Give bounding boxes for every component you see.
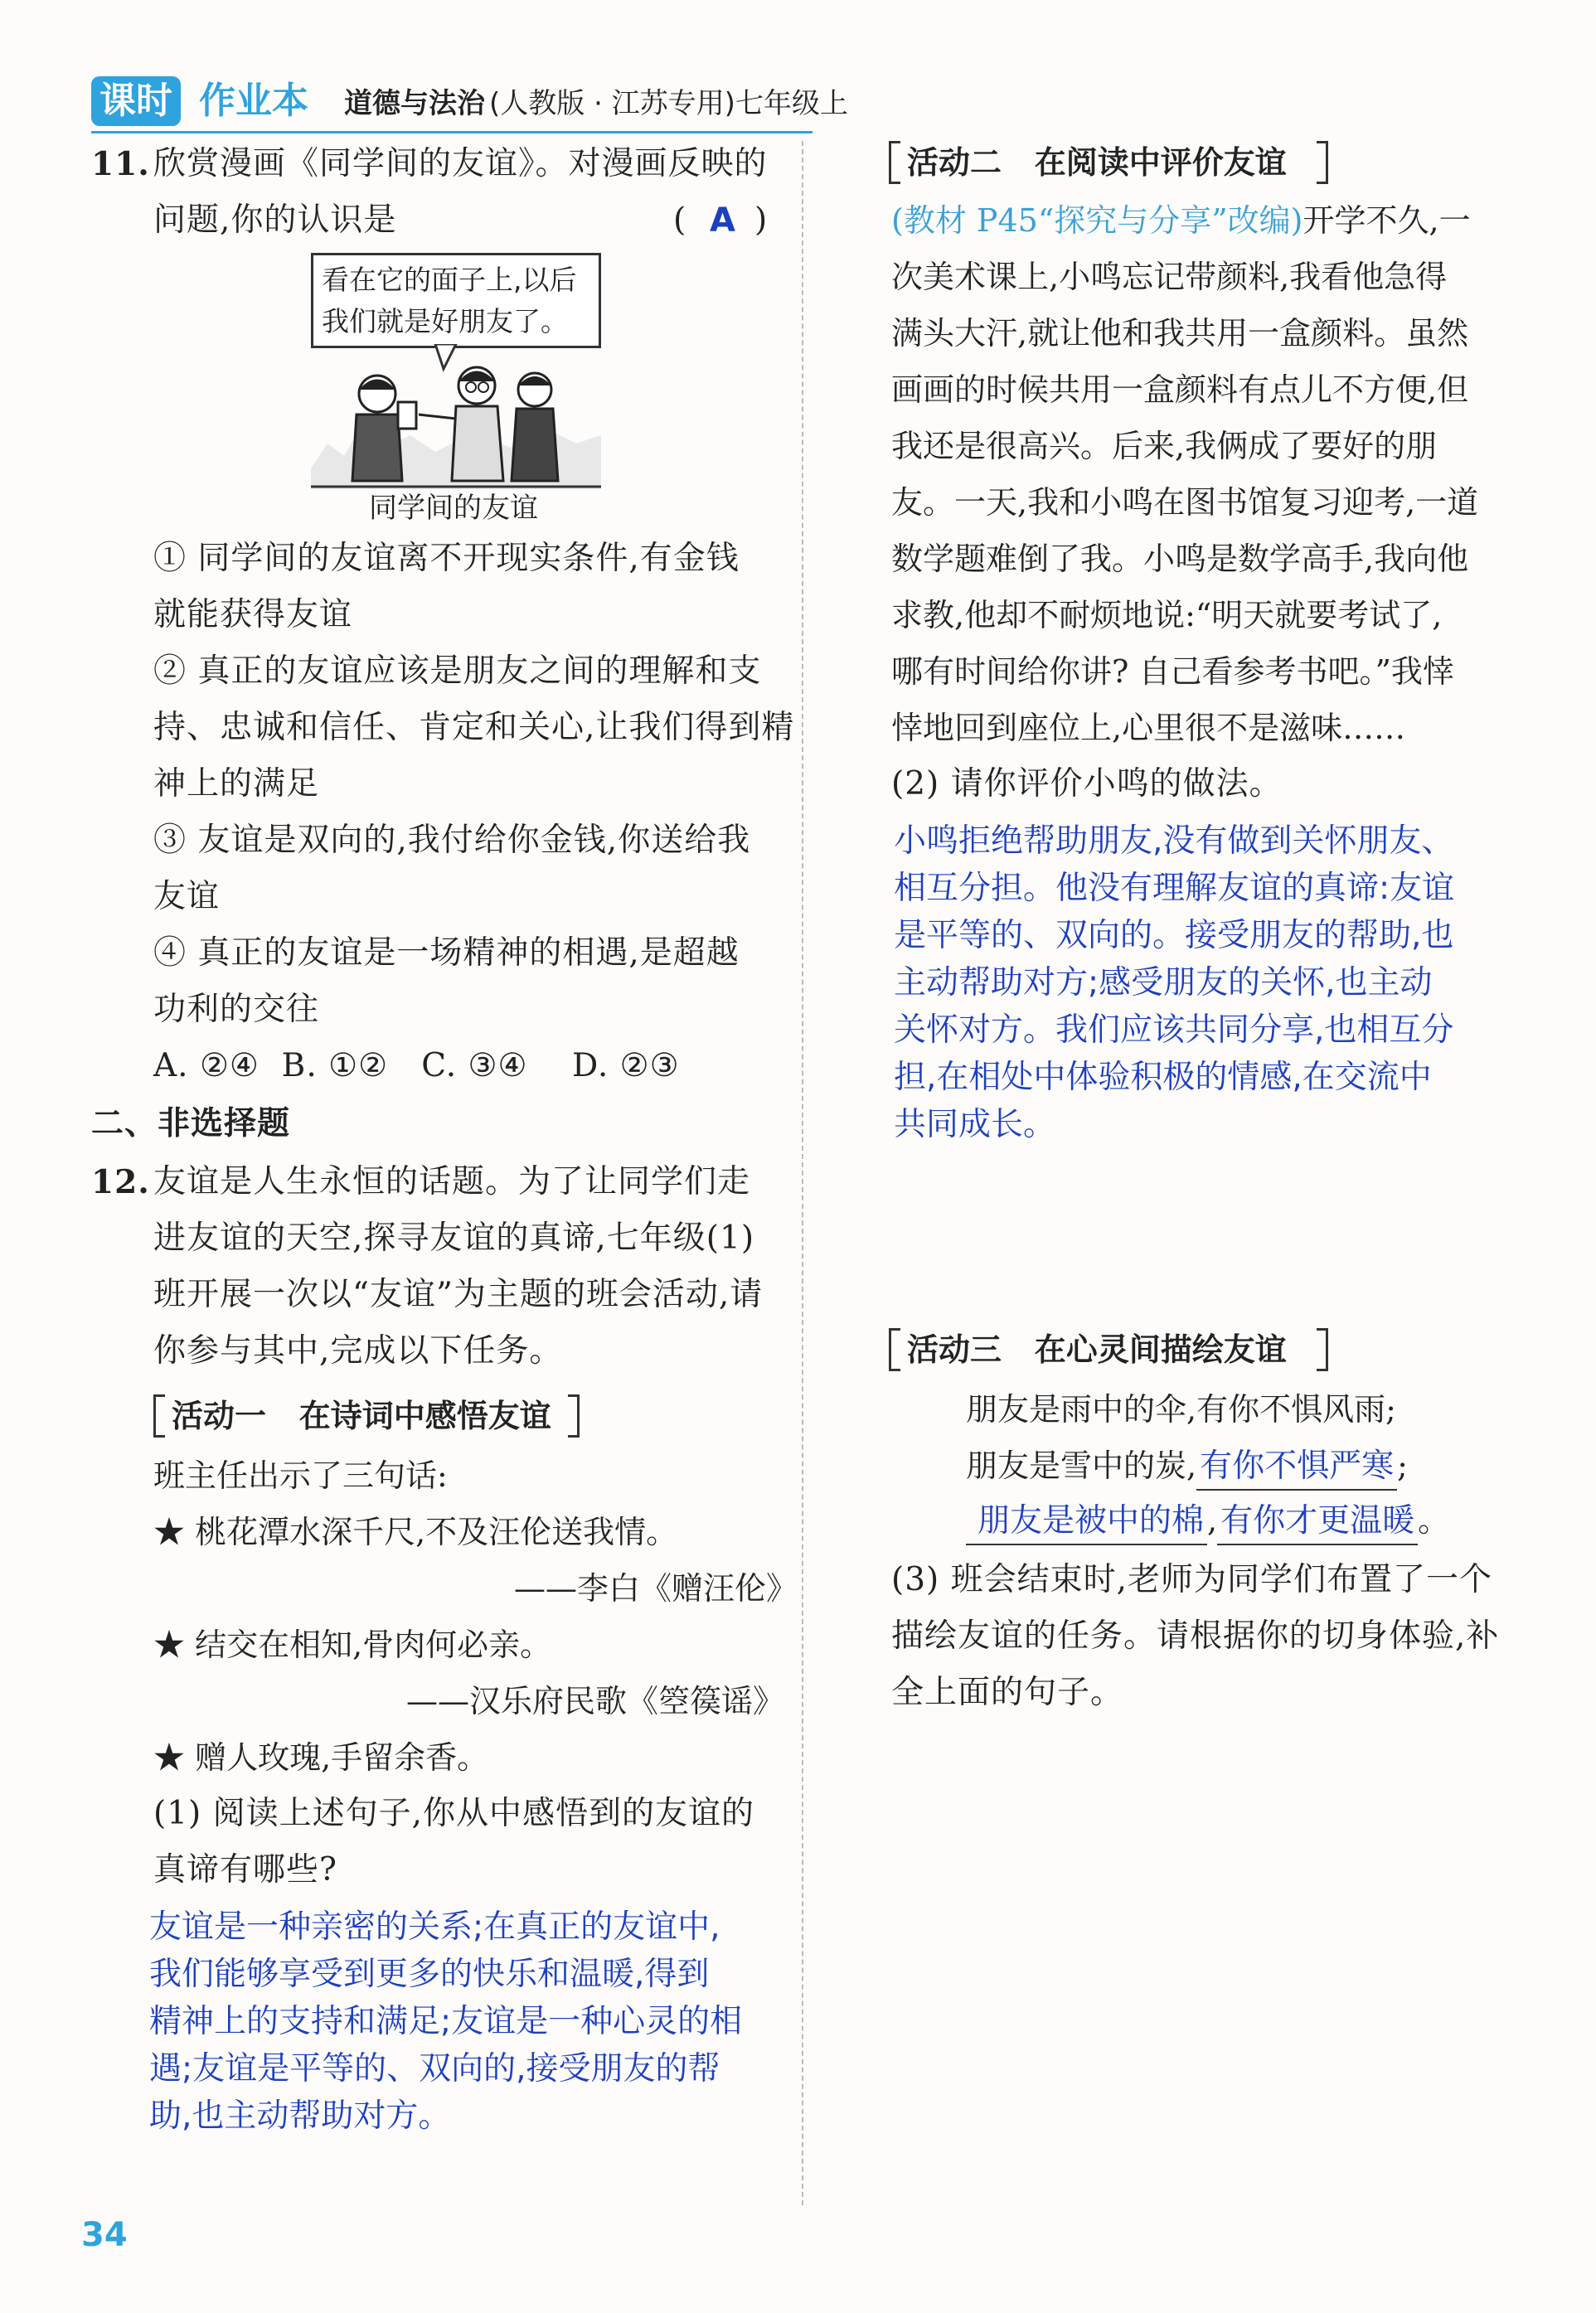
answer2-line6: 担,在相处中体验积极的情感,在交流中 xyxy=(894,1059,1432,1096)
column-divider xyxy=(802,141,803,2205)
activity2-material-line6: 友。一天,我和小鸣在图书馆复习迎考,一道 xyxy=(891,484,1479,521)
fill-blank-3: 有你才更温暖 xyxy=(1217,1499,1418,1545)
answer1-line2: 我们能够享受到更多的快乐和温暖,得到 xyxy=(149,1956,710,1993)
bracket-right xyxy=(568,1394,580,1438)
poem3: ★ 赠人玫瑰,手留余香。 xyxy=(153,1739,489,1776)
answer1-line5: 助,也主动帮助对方。 xyxy=(149,2097,451,2135)
activity3-heading xyxy=(889,1326,1336,1375)
bubble-line2: 我们就是好朋友了。 xyxy=(322,305,568,337)
answer1-line4: 遇;友谊是平等的、双向的,接受朋友的帮 xyxy=(149,2050,720,2088)
poem1: ★ 桃花潭水深千尺,不及汪伦送我情。 xyxy=(153,1514,678,1550)
section2-title: 二、非选择题 xyxy=(91,1105,291,1142)
comic-illustration xyxy=(311,253,601,493)
bracket-left xyxy=(889,1328,900,1371)
q11-option2-c: 神上的满足 xyxy=(153,765,320,803)
answer2-line7: 共同成长。 xyxy=(894,1106,1056,1143)
comic-caption: 同学间的友谊 xyxy=(369,492,538,525)
page-number: 34 xyxy=(81,2216,128,2254)
activity3-title: 活动三 在心灵间描绘友谊 xyxy=(907,1331,1287,1368)
activity2-material-line5: 我还是很高兴。后来,我俩成了要好的朋 xyxy=(891,428,1438,464)
activity1-intro: 班主任出示了三句话: xyxy=(153,1457,448,1494)
activity3-line3-sep: , xyxy=(1207,1502,1218,1539)
activity2-material-line8: 求教,他却不耐烦地说:“明天就要考试了, xyxy=(891,597,1443,633)
activity2-title: 活动二 在阅读中评价友谊 xyxy=(907,144,1287,181)
bubble-line1: 看在它的面子上,以后 xyxy=(322,264,577,296)
q12-sub3-c: 全上面的句子。 xyxy=(891,1674,1124,1711)
answer2-line3: 是平等的、双向的。接受朋友的帮助,也 xyxy=(894,917,1454,954)
poem2: ★ 结交在相知,骨肉何必亲。 xyxy=(153,1627,552,1663)
subject-title: 道德与法治 xyxy=(344,87,485,120)
activity2-material-line10: 悻地回到座位上,心里很不是滋味…… xyxy=(891,710,1406,746)
q11-number: 11. xyxy=(91,145,150,183)
activity2-material-line1 xyxy=(891,192,1471,249)
q12-sub3-b: 描绘友谊的任务。请根据你的切身体验,补 xyxy=(891,1617,1500,1655)
q11-option1-b: 就能获得友谊 xyxy=(153,596,353,633)
q11-choices: A. ②④ B. ①② C. ③④ D. ②③ xyxy=(153,1047,680,1084)
activity2-source: (教材 P45“探究与分享”改编) xyxy=(891,202,1303,239)
q11-option3-a: ③ 友谊是双向的,我付给你金钱,你送给我 xyxy=(153,822,751,859)
header-underline xyxy=(91,131,813,133)
bracket-left xyxy=(889,141,900,184)
activity2-material-line7: 数学题难倒了我。小鸣是数学高手,我向他 xyxy=(891,541,1469,577)
q12-line4: 你参与其中,完成以下任务。 xyxy=(153,1332,563,1370)
edition-text: (人教版 · 江苏专用)七年级上 xyxy=(489,87,848,120)
activity2-material-line9: 哪有时间给你讲? 自己看参考书吧。”我悻 xyxy=(891,653,1454,690)
activity2-material-start: 开学不久,一 xyxy=(1303,202,1471,239)
activity2-material-line3: 满头大汗,就让他和我共用一盒颜料。虽然 xyxy=(891,315,1469,352)
bracket-right xyxy=(1317,1328,1328,1371)
q12-line2: 进友谊的天空,探寻友谊的真谛,七年级(1) xyxy=(153,1220,755,1257)
bracket-left xyxy=(153,1394,165,1438)
q12-sub1-a: (1) 阅读上述句子,你从中感悟到的友谊的 xyxy=(153,1795,755,1832)
header xyxy=(91,73,920,131)
logo-badge: 课时 xyxy=(91,76,181,126)
logo-text: 作业本 xyxy=(199,80,308,122)
q12-number: 12. xyxy=(91,1163,150,1201)
q11-paren-open: ( xyxy=(673,201,687,239)
poem2-source: ——汉乐府民歌《箜篌谣》 xyxy=(406,1683,785,1719)
q12-sub2: (2) 请你评价小鸣的做法。 xyxy=(891,765,1283,803)
q11-option1-a: ① 同学间的友谊离不开现实条件,有金钱 xyxy=(153,540,740,577)
answer1-line3: 精神上的支持和满足;友谊是一种心灵的相 xyxy=(149,2003,743,2040)
activity3-line2 xyxy=(966,1438,1408,1494)
bracket-right xyxy=(1317,141,1328,184)
activity3-line1: 朋友是雨中的伞,有你不惧风雨; xyxy=(966,1391,1396,1428)
speech-bubble xyxy=(311,253,601,348)
q11-option3-b: 友谊 xyxy=(153,878,221,915)
fill-blank-1: 有你不惧严寒 xyxy=(1196,1444,1397,1491)
q11-answer: A xyxy=(710,201,736,240)
answer2-line1: 小鸣拒绝帮助朋友,没有做到关怀朋友、 xyxy=(894,822,1454,860)
q12-sub1-b: 真谛有哪些? xyxy=(153,1851,337,1889)
q12-line1: 友谊是人生永恒的话题。为了让同学们走 xyxy=(153,1163,751,1200)
answer2-line4: 主动帮助对方;感受朋友的关怀,也主动 xyxy=(894,964,1433,1001)
activity1-title: 活动一 在诗词中感悟友谊 xyxy=(172,1398,551,1434)
activity2-material-line2: 次美术课上,小鸣忘记带颜料,我看他急得 xyxy=(891,259,1448,295)
activity1-heading xyxy=(153,1393,585,1441)
answer2-line5: 关怀对方。我们应该共同分享,也相互分 xyxy=(894,1011,1454,1049)
activity3-line2-prefix: 朋友是雪中的炭, xyxy=(966,1447,1197,1484)
activity3-line3-end: 。 xyxy=(1418,1502,1450,1539)
q11-option2-b: 持、忠诚和信任、肯定和关心,让我们得到精 xyxy=(153,709,795,746)
q11-line1: 欣赏漫画《同学间的友谊》。对漫画反映的 xyxy=(153,145,768,182)
answer1-line1: 友谊是一种亲密的关系;在真正的友谊中, xyxy=(149,1908,720,1946)
q12-sub3-a: (3) 班会结束时,老师为同学们布置了一个 xyxy=(891,1561,1493,1598)
fill-blank-2: 朋友是被中的棉 xyxy=(966,1499,1207,1545)
q11-option4-a: ④ 真正的友谊是一场精神的相遇,是超越 xyxy=(153,934,740,972)
activity3-line2-end: ; xyxy=(1397,1447,1408,1484)
activity2-heading xyxy=(889,139,1336,187)
q11-paren-close: ) xyxy=(754,201,769,239)
poem1-source: ——李白《赠汪伦》 xyxy=(514,1570,798,1607)
q11-line2: 问题,你的认识是 xyxy=(153,201,397,239)
q12-line3: 班开展一次以“友谊”为主题的班会活动,请 xyxy=(153,1276,764,1313)
q11-option4-b: 功利的交往 xyxy=(153,991,320,1028)
comic-drawing xyxy=(311,344,601,493)
activity3-line3 xyxy=(966,1492,1449,1549)
answer2-line2: 相互分担。他没有理解友谊的真谛:友谊 xyxy=(894,870,1455,907)
activity2-material-line4: 画画的时候共用一盒颜料有点儿不方便,但 xyxy=(891,371,1469,408)
q11-option2-a: ② 真正的友谊应该是朋友之间的理解和支 xyxy=(153,652,762,690)
